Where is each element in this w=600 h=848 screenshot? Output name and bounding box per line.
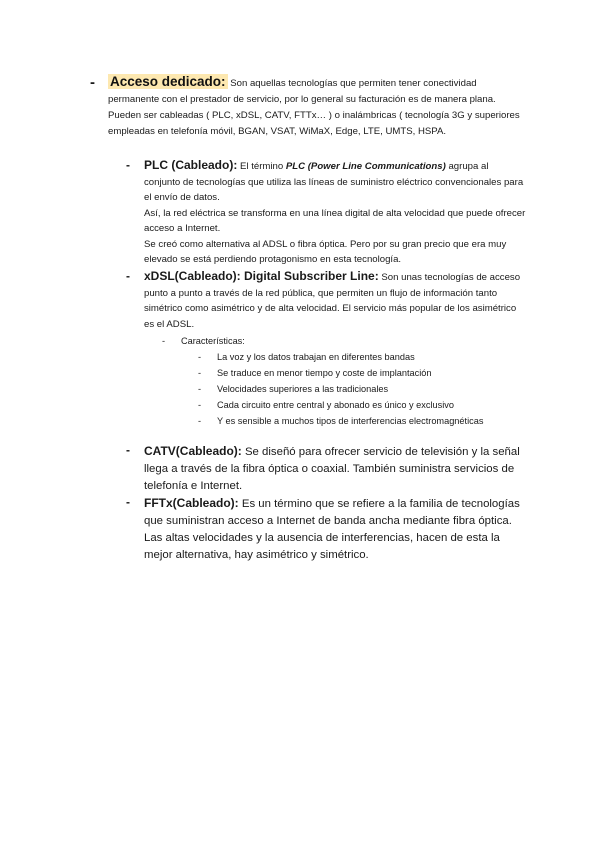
bullet-fttx — [126, 495, 526, 564]
features-label: Características: — [181, 336, 245, 346]
fttx-text: Es un término que se refiere a la familia de tecnologías que suministran acceso a Internet de banda ancha mediante fibra óptica. Las altas velocidades y la ausencia de interferencias, hacen de esta la mejor alternativa, hay asimétrico y simétrico. — [144, 498, 520, 561]
plc-term: PLC (Power Line Communications) — [285, 161, 446, 172]
bullet-dash: - — [126, 158, 130, 172]
xdsl-text: Son unas tecnologías de acceso punto a punto a través de la red pública, que permiten un flujo de información tanto simétrico como asimétrico y de alta velocidad. El servicio más popular de los asimétrico es el ADSL. — [144, 272, 521, 330]
bullet-body — [144, 158, 526, 268]
feature-item — [198, 365, 518, 381]
bullet-caracteristicas — [162, 334, 462, 348]
feature-item — [198, 413, 518, 429]
feature-text: Velocidades superiores a las tradicionales — [217, 384, 389, 394]
highlighted-heading: Acceso dedicado: — [110, 74, 226, 89]
bullet-dash: - — [90, 74, 95, 91]
bullet-body — [144, 443, 526, 495]
bullet-body — [108, 74, 530, 140]
feature-item — [198, 397, 518, 413]
bullet-dash: - — [198, 384, 202, 394]
plc-paragraph-2: Así, la red eléctrica se transforma en una línea digital de alta velocidad que puede ofrecer acceso a Internet. — [144, 207, 526, 234]
feature-text: Cada circuito entre central y abonado es único y exclusivo — [217, 400, 454, 410]
bullet-plc — [126, 158, 526, 268]
plc-heading: PLC (Cableado): — [144, 158, 238, 172]
feature-text: Y es sensible a muchos tipos de interferencias electromagnéticas — [217, 416, 484, 426]
feature-item — [198, 349, 518, 365]
catv-heading: CATV(Cableado): — [144, 444, 242, 458]
bullet-text: Son aquellas tecnologías que permiten tener conectividad permanente con el prestador de servicio, por lo general su facturación es de manera plana. Pueden ser cableadas ( PLC, xDSL, CATV, FTTx… ) o inalámbricas ( tecnología 3G y superiores empleadas en telefonía móvil, BGAN, VSAT, WiMaX, Edge, LTE, UMTS, HSPA. — [108, 78, 520, 137]
bullet-catv — [126, 443, 526, 495]
bullet-acceso-dedicado — [90, 74, 530, 140]
bullet-dash: - — [126, 269, 130, 283]
bullet-body — [144, 269, 526, 332]
xdsl-heading: xDSL(Cableado): Digital Subscriber Line: — [144, 269, 379, 283]
bullet-dash: - — [198, 416, 202, 426]
fttx-heading: FFTx(Cableado): — [144, 496, 239, 510]
plc-paragraph-3: Se creó como alternativa al ADSL o fibra óptica. Pero por su gran precio que era muy elevado se está perdiendo protagonismo en esta tecnología. — [144, 238, 507, 265]
bullet-dash: - — [126, 495, 130, 509]
bullet-dash: - — [198, 400, 202, 410]
bullet-dash: - — [198, 368, 202, 378]
plc-text-before: El término — [240, 161, 284, 172]
bullet-body — [144, 495, 526, 564]
feature-item — [198, 381, 518, 397]
feature-text: La voz y los datos trabajan en diferentes bandas — [217, 352, 415, 362]
bullet-dash: - — [126, 443, 130, 457]
plc-text-after: agrupa al conjunto de tecnologías que utiliza las líneas de suministro eléctrico convencionales para el envío de datos. — [144, 161, 524, 203]
bullet-dash: - — [198, 352, 202, 362]
catv-text: Se diseñó para ofrecer servicio de televisión y la señal llega a través de la fibra óptica o coaxial. También suministra servicios de telefonía e Internet. — [144, 446, 520, 492]
bullet-dash: - — [162, 336, 166, 346]
bullet-xdsl — [126, 269, 526, 332]
feature-text: Se traduce en menor tiempo y coste de implantación — [217, 368, 432, 378]
